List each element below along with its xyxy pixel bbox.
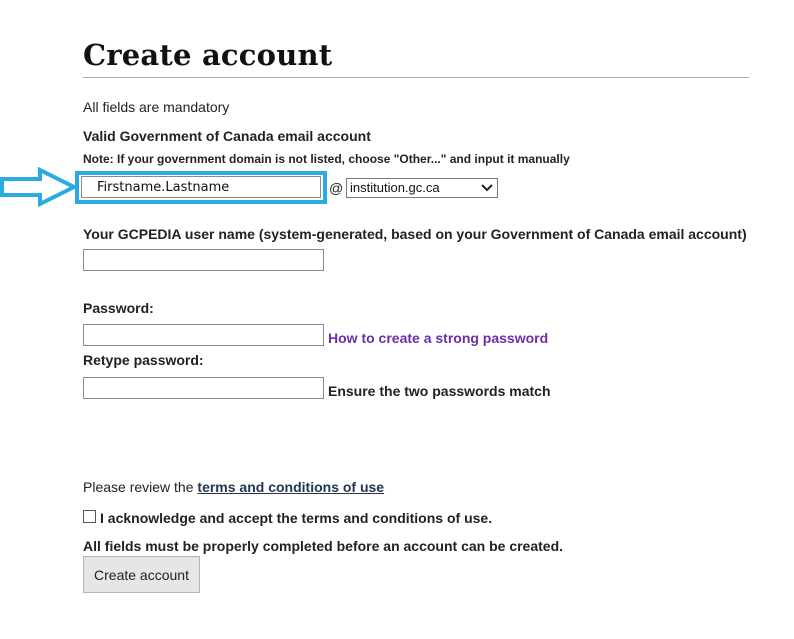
- terms-prefix: Please review the: [83, 479, 198, 495]
- arrow-right-icon: [0, 167, 78, 207]
- terms-review-text: [83, 479, 384, 495]
- gcpedia-username-input[interactable]: [83, 249, 324, 271]
- at-sign: @: [329, 180, 344, 196]
- password-input[interactable]: [83, 324, 324, 346]
- gcpedia-username-label: Your GCPEDIA user name (system-generated, based on your Government of Canada email account): [83, 226, 747, 242]
- mandatory-note: All fields are mandatory: [83, 99, 230, 115]
- password-match-hint: Ensure the two passwords match: [328, 383, 551, 399]
- password-label: Password:: [83, 300, 154, 316]
- strong-password-link[interactable]: How to create a strong password: [328, 330, 549, 346]
- email-label: Valid Government of Canada email account: [83, 128, 371, 144]
- retype-password-input[interactable]: [83, 377, 324, 399]
- email-domain-selected: institution.gc.ca: [350, 180, 440, 195]
- accept-terms-label[interactable]: I acknowledge and accept the terms and conditions of use.: [100, 510, 493, 526]
- email-username-input[interactable]: [81, 176, 321, 198]
- terms-link[interactable]: terms and conditions of use: [197, 479, 385, 495]
- retype-password-label: Retype password:: [83, 352, 204, 368]
- completion-warning: All fields must be properly completed before an account can be created.: [83, 538, 564, 554]
- accept-terms-checkbox[interactable]: [83, 510, 96, 523]
- email-domain-select[interactable]: [346, 178, 498, 198]
- title-divider: [83, 77, 749, 78]
- email-domain-note: Note: If your government domain is not listed, choose "Other..." and input it manually: [83, 152, 570, 166]
- page-title: Create account: [83, 38, 333, 72]
- create-account-button[interactable]: Create account: [83, 556, 200, 593]
- chevron-down-icon: [480, 179, 494, 197]
